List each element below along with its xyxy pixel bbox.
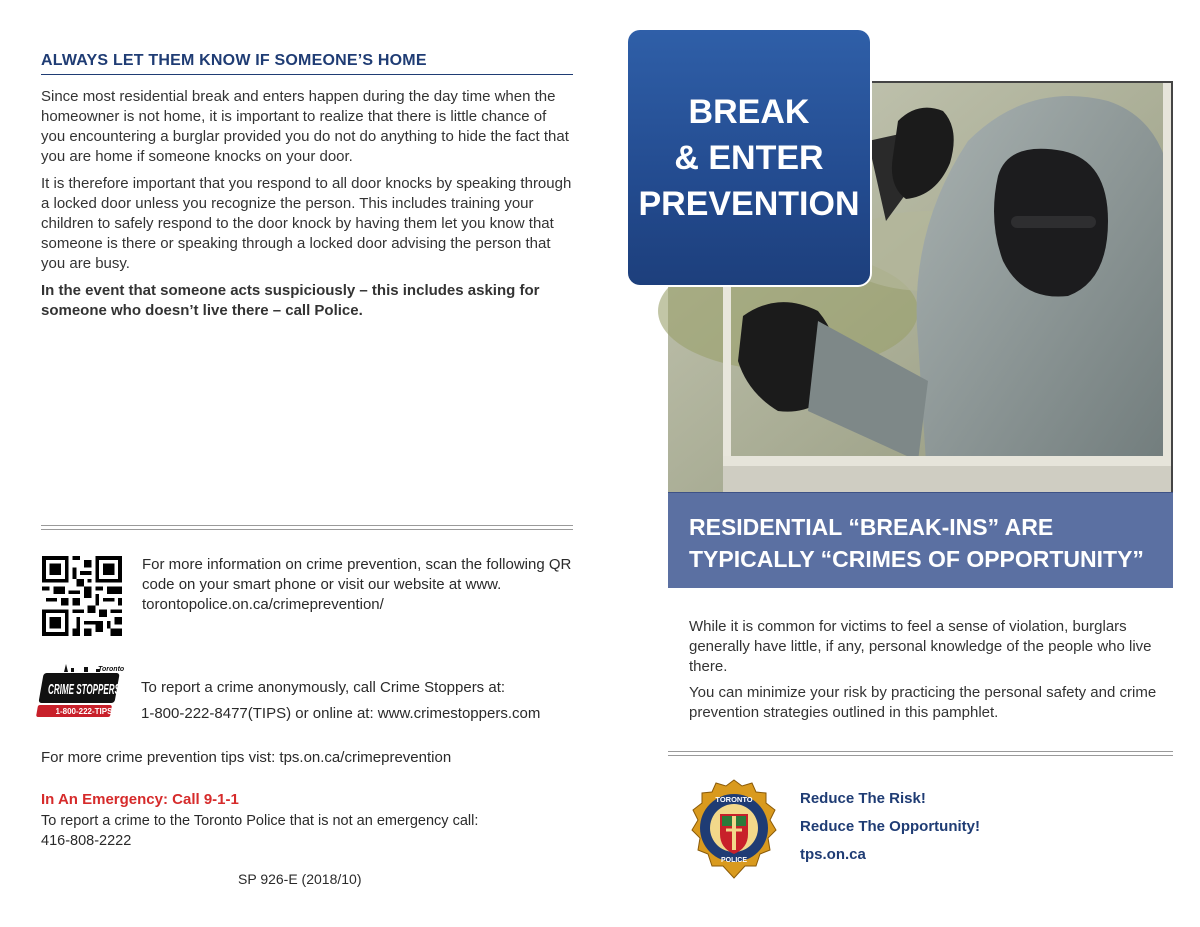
left-paragraph-1: Since most residential break and enters happen during the day time when the homeowner is not home, it is important to realize that there is little chance of you encountering a burglar provided you do not do anything to hide the fact that you are home if someone knocks on your door. xyxy=(41,88,569,165)
slogan-opportunity: Reduce The Opportunity! xyxy=(800,818,980,835)
right-paragraph-2: You can minimize your risk by practicing the personal safety and crime prevention strategies outlined in this pamphlet. xyxy=(689,684,1157,721)
logo-toronto-text: Toronto xyxy=(98,666,125,673)
right-paragraph-1: While it is common for victims to feel a sense of violation, burglars generally have little, if any, personal knowledge of the people who live there. xyxy=(689,618,1152,675)
emergency-text: In An Emergency: Call 9-1-1 xyxy=(41,791,239,808)
section-heading: ALWAYS LET THEM KNOW IF SOMEONE’S HOME xyxy=(41,52,427,69)
qr-info-text: For more information on crime prevention, scan the following QR code on your smart phone or visit our website at www. torontopolice.on.ca/crimeprevention/ xyxy=(142,556,572,613)
tips-text: For more crime prevention tips vist: tps.on.ca/crimeprevention xyxy=(41,749,452,766)
title-line-1: BREAK xyxy=(688,92,810,131)
non-emergency-line: To report a crime to the Toronto Police that is not an emergency call: xyxy=(41,813,479,829)
title-line-3: PREVENTION xyxy=(638,184,860,223)
non-emergency-phone: 416-808-2222 xyxy=(41,833,132,849)
banner-line-2: TYPICALLY “CRIMES OF OPPORTUNITY” xyxy=(689,546,1144,572)
slogan-risk: Reduce The Risk! xyxy=(800,790,926,807)
form-code: SP 926-E (2018/10) xyxy=(238,871,362,887)
crime-stoppers-line-1: To report a crime anonymously, call Crime Stoppers at: xyxy=(141,679,506,696)
qr-code-icon xyxy=(41,556,123,636)
left-paragraph-2: It is therefore important that you respond to all door knocks by speaking through a locked door unless you recognize the person. This includes training your children to safely respond to the door knock by having them let you know that someone is there or speaking through a locked door advising the person that you are busy. xyxy=(41,175,572,272)
non-emergency-text xyxy=(41,811,581,851)
website-link[interactable]: tps.on.ca xyxy=(800,846,866,863)
crime-stoppers-line-2: 1-800-222-8477(TIPS) or online at: www.crimestoppers.com xyxy=(141,705,541,722)
banner-line-1: RESIDENTIAL “BREAK-INS” ARE xyxy=(689,514,1054,540)
crime-stoppers-text xyxy=(141,675,591,727)
logo-main-text: CRIME STOPPERS xyxy=(48,681,120,698)
badge-bottom-text: POLICE xyxy=(720,857,748,864)
heading-rule xyxy=(41,74,573,75)
title-line-2: & ENTER xyxy=(674,138,824,177)
divider xyxy=(41,525,573,530)
badge-top-text: TORONTO xyxy=(715,795,753,804)
crime-stoppers-logo xyxy=(40,660,126,720)
title-box xyxy=(628,30,870,285)
divider-right xyxy=(668,751,1173,756)
police-badge-icon xyxy=(690,778,778,882)
left-paragraph-3: In the event that someone acts suspiciously – this includes asking for someone who doesn’t live there – call Police. xyxy=(41,282,540,319)
logo-phone-text: 1-800-222-TIPS xyxy=(55,707,113,716)
